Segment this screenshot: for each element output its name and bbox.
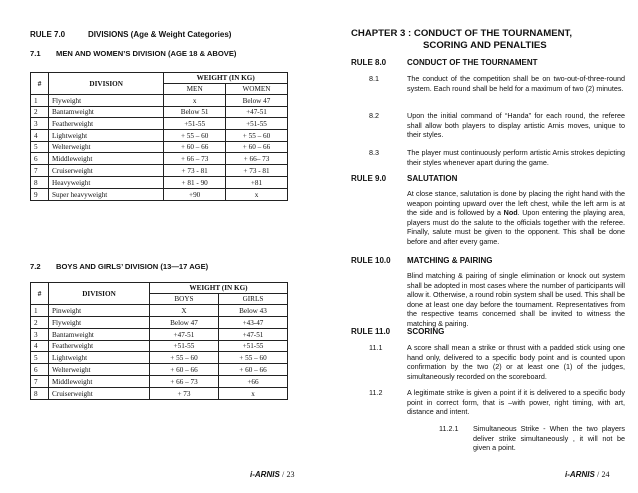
rule-title: MATCHING & PAIRING bbox=[407, 256, 493, 265]
clause-number: 11.2.1 bbox=[439, 424, 459, 433]
table-row bbox=[31, 329, 288, 341]
row-number: 8 bbox=[31, 177, 49, 189]
table-row bbox=[31, 352, 288, 364]
clause-text: A score shall mean a strike or thrust with a padded stick using one hand only, delivered to a specific body point and is counted upon confirmation by the two (2) or at least one (1) of the judges, simultaneously recorded on the scoreboard. bbox=[407, 343, 625, 381]
col-women-header: WOMEN bbox=[225, 84, 287, 95]
weight-value: + 55 – 60 bbox=[225, 130, 287, 142]
row-number: 3 bbox=[31, 329, 49, 341]
division-name: Featherweight bbox=[49, 341, 150, 352]
page-footer bbox=[565, 470, 609, 479]
salutation-text-2: . Upon entering the playing area, players must do the salute to the officials together with the referee. Finally, salute must be given to the opponent. This shall be done before and after every game. bbox=[407, 208, 625, 246]
division-name: Flyweight bbox=[49, 317, 150, 329]
division-name: Cruiserweight bbox=[49, 165, 164, 177]
row-number: 1 bbox=[31, 95, 49, 107]
table-row bbox=[31, 118, 288, 130]
weight-value: +51-55 bbox=[225, 118, 287, 130]
weight-value: +90 bbox=[164, 189, 226, 201]
row-number: 4 bbox=[31, 130, 49, 142]
weight-value: + 55 – 60 bbox=[218, 352, 287, 364]
salutation-nod: Nod bbox=[503, 208, 518, 218]
rule-number: RULE 11.0 bbox=[351, 327, 391, 336]
weight-value: +47-51 bbox=[149, 329, 218, 341]
footer-separator: / bbox=[282, 470, 285, 479]
section-7-2-heading bbox=[30, 262, 208, 271]
chapter-title-line-1: CHAPTER 3 : CONDUCT OF THE TOURNAMENT, bbox=[351, 28, 573, 39]
division-name: Featherweight bbox=[49, 118, 164, 130]
division-name: Welterweight bbox=[49, 364, 150, 376]
table-row bbox=[31, 142, 288, 153]
rule-10-heading bbox=[351, 256, 492, 265]
salutation-text-1: At close stance, salutation is done by placing the right hand with the weapon pointing upward over the left chest, while the left arm is at the side and is followed by a bbox=[407, 189, 625, 218]
weight-value: X bbox=[149, 305, 218, 317]
chapter-title bbox=[351, 28, 611, 52]
weight-value: + 60 – 66 bbox=[225, 142, 287, 153]
col-men-header: MEN bbox=[164, 84, 226, 95]
weight-value: +47-51 bbox=[225, 107, 287, 118]
page-footer bbox=[250, 470, 294, 479]
rule-number: RULE 9.0 bbox=[351, 174, 387, 183]
section-number: 7.2 bbox=[30, 262, 41, 271]
page-number: 24 bbox=[601, 470, 610, 479]
footer-brand: i-ARNIS bbox=[565, 470, 595, 479]
section-number: 7.1 bbox=[30, 49, 41, 58]
weight-value: + 60 – 66 bbox=[164, 142, 226, 153]
weight-value: +81 bbox=[225, 177, 287, 189]
division-name: Super heavyweight bbox=[49, 189, 164, 201]
weight-value: + 73 - 81 bbox=[164, 165, 226, 177]
row-number: 4 bbox=[31, 341, 49, 352]
table-row bbox=[31, 107, 288, 118]
rule-number: RULE 7.0 bbox=[30, 30, 66, 39]
weight-value: + 73 - 81 bbox=[225, 165, 287, 177]
col-num-header: # bbox=[31, 73, 49, 95]
men-women-division-table bbox=[30, 72, 288, 201]
weight-value: + 66 – 73 bbox=[164, 153, 226, 165]
row-number: 5 bbox=[31, 142, 49, 153]
row-number: 5 bbox=[31, 352, 49, 364]
footer-brand: i-ARNIS bbox=[250, 470, 280, 479]
division-name: Cruiserweight bbox=[49, 388, 150, 400]
weight-value: +47-51 bbox=[218, 329, 287, 341]
weight-value: +43-47 bbox=[218, 317, 287, 329]
weight-value: + 73 bbox=[149, 388, 218, 400]
section-7-1-heading bbox=[30, 49, 236, 58]
clause-number: 8.2 bbox=[369, 111, 379, 120]
clause-8-2 bbox=[369, 111, 625, 140]
clause-8-3 bbox=[369, 148, 625, 167]
table-row bbox=[31, 376, 288, 388]
weight-value: + 60 – 66 bbox=[149, 364, 218, 376]
weight-value: Below 43 bbox=[218, 305, 287, 317]
footer-separator: / bbox=[597, 470, 600, 479]
rule-number: RULE 8.0 bbox=[351, 58, 387, 67]
row-number: 1 bbox=[31, 305, 49, 317]
right-page bbox=[319, 0, 638, 493]
table-row bbox=[31, 177, 288, 189]
table-row bbox=[31, 341, 288, 352]
division-name: Bantamweight bbox=[49, 107, 164, 118]
weight-value: + 66– 73 bbox=[225, 153, 287, 165]
clause-text: The conduct of the competition shall be on two-out-of-three-round system. Each round shall be held for a maximum of two (2) minutes. bbox=[407, 74, 625, 93]
col-boys-header: BOYS bbox=[149, 294, 218, 305]
clause-number: 11.2 bbox=[369, 388, 383, 397]
row-number: 6 bbox=[31, 364, 49, 376]
division-name: Lightweight bbox=[49, 352, 150, 364]
table-row bbox=[31, 189, 288, 201]
col-num-header: # bbox=[31, 283, 49, 305]
rule-title: CONDUCT OF THE TOURNAMENT bbox=[407, 58, 538, 67]
row-number: 7 bbox=[31, 165, 49, 177]
table-row bbox=[31, 153, 288, 165]
division-name: Bantamweight bbox=[49, 329, 150, 341]
weight-value: x bbox=[225, 189, 287, 201]
row-number: 2 bbox=[31, 107, 49, 118]
division-name: Flyweight bbox=[49, 95, 164, 107]
boys-girls-division-table bbox=[30, 282, 288, 400]
clause-number: 8.3 bbox=[369, 148, 379, 157]
weight-value: + 60 – 66 bbox=[218, 364, 287, 376]
rule-number: RULE 10.0 bbox=[351, 256, 391, 265]
matching-paragraph: Blind matching & pairing of single elimination or knock out system shall be adopted in most cases where the number of participants will allow it. Otherwise, a round robin system shall be used. This shall be done at least one day before the tournament. Representatives from the respective teams concerned shall be invited to witness the matching & pairing. bbox=[407, 271, 625, 328]
weight-value: + 55 – 60 bbox=[149, 352, 218, 364]
row-number: 2 bbox=[31, 317, 49, 329]
clause-11-2 bbox=[369, 388, 625, 417]
weight-value: + 66 – 73 bbox=[149, 376, 218, 388]
weight-value: Below 47 bbox=[149, 317, 218, 329]
table-row bbox=[31, 95, 288, 107]
col-division-header: DIVISION bbox=[49, 73, 164, 95]
clause-text: A legitimate strike is given a point if it is delivered to a specific body point in correct form, that is –with power, right timing, with art, distance and intent. bbox=[407, 388, 625, 417]
table-body bbox=[31, 305, 288, 400]
salutation-paragraph bbox=[407, 189, 625, 247]
weight-value: + 55 – 60 bbox=[164, 130, 226, 142]
row-number: 9 bbox=[31, 189, 49, 201]
table-row bbox=[31, 305, 288, 317]
clause-text: Upon the initial command of “Handa” for each round, the referee shall allow both players to display artistic Arnis moves, unique to their styles. bbox=[407, 111, 625, 140]
rule-title: SALUTATION bbox=[407, 174, 458, 183]
rule-8-heading bbox=[351, 58, 538, 67]
division-name: Middleweight bbox=[49, 376, 150, 388]
weight-value: x bbox=[218, 388, 287, 400]
weight-value: +51-55 bbox=[149, 341, 218, 352]
division-name: Pinweight bbox=[49, 305, 150, 317]
clause-8-1 bbox=[369, 74, 625, 93]
clause-number: 11.1 bbox=[369, 343, 383, 352]
section-title: MEN AND WOMEN’S DIVISION (AGE 18 & ABOVE) bbox=[56, 49, 237, 58]
weight-value: +66 bbox=[218, 376, 287, 388]
table-row bbox=[31, 317, 288, 329]
rule-9-heading bbox=[351, 174, 457, 183]
col-weight-header: WEIGHT (IN KG) bbox=[149, 283, 287, 294]
page-number: 23 bbox=[286, 470, 295, 479]
chapter-title-line-2: SCORING AND PENALTIES bbox=[423, 40, 547, 51]
clause-11-1 bbox=[369, 343, 625, 381]
clause-text: Simultaneous Strike - When the two players deliver strike simultaneously , it will not be given a point. bbox=[473, 424, 625, 453]
clause-number: 8.1 bbox=[369, 74, 379, 83]
row-number: 3 bbox=[31, 118, 49, 130]
weight-value: Below 51 bbox=[164, 107, 226, 118]
table-row bbox=[31, 165, 288, 177]
division-name: Welterweight bbox=[49, 142, 164, 153]
weight-value: +51-55 bbox=[164, 118, 226, 130]
rule-11-heading bbox=[351, 327, 444, 336]
weight-value: + 81 - 90 bbox=[164, 177, 226, 189]
division-name: Middleweight bbox=[49, 153, 164, 165]
row-number: 7 bbox=[31, 376, 49, 388]
rule-title: SCORING bbox=[407, 327, 445, 336]
section-title: BOYS AND GIRLS’ DIVISION (13—17 AGE) bbox=[56, 262, 209, 271]
clause-11-2-1 bbox=[439, 424, 625, 453]
table-row bbox=[31, 364, 288, 376]
rule-title: DIVISIONS (Age & Weight Categories) bbox=[88, 30, 232, 39]
weight-value: +51-55 bbox=[218, 341, 287, 352]
table-row bbox=[31, 130, 288, 142]
table-row bbox=[31, 388, 288, 400]
weight-value: x bbox=[164, 95, 226, 107]
weight-value: Below 47 bbox=[225, 95, 287, 107]
col-division-header: DIVISION bbox=[49, 283, 150, 305]
col-girls-header: GIRLS bbox=[218, 294, 287, 305]
table-body bbox=[31, 95, 288, 201]
row-number: 8 bbox=[31, 388, 49, 400]
col-weight-header: WEIGHT (IN KG) bbox=[164, 73, 288, 84]
clause-text: The player must continuously perform artistic Arnis strokes depicting their styles whenever apart during the game. bbox=[407, 148, 625, 167]
division-name: Lightweight bbox=[49, 130, 164, 142]
division-name: Heavyweight bbox=[49, 177, 164, 189]
row-number: 6 bbox=[31, 153, 49, 165]
rule-7-heading bbox=[30, 30, 231, 39]
